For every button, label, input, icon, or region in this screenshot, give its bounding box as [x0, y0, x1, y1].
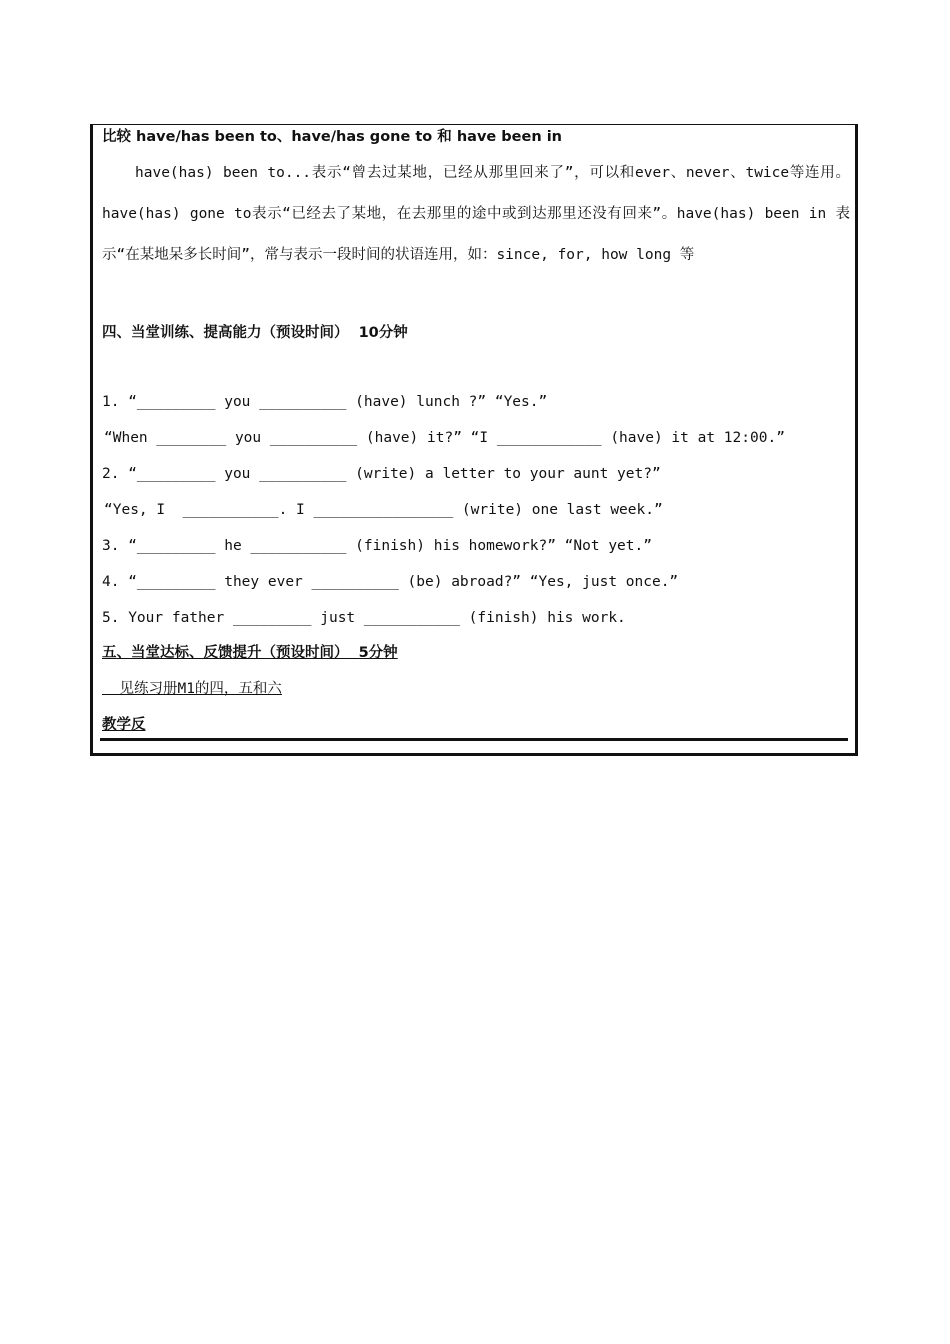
- section5-note: 见练习册M1的四，五和六: [102, 681, 282, 697]
- exercise-line: “Yes, I ___________. I ________________ (write) one last week.”: [104, 502, 663, 518]
- exercise-line: “When ________ you __________ (have) it?” “I ____________ (have) it at 12:00.”: [104, 430, 785, 446]
- compare-heading: 比较 have/has been to、have/has gone to 和 have been in: [102, 129, 562, 145]
- exercise-line: 4. “_________ they ever __________ (be) abroad?” “Yes, just once.”: [102, 574, 679, 590]
- exercise-line: 1. “_________ you __________ (have) lunch ?” “Yes.”: [102, 394, 548, 410]
- explanation-paragraph: have(has) been to...表示“曾去过某地，已经从那里回来了”，可以和ever、never、twice等连用。have(has) gone to表示“已经去了某地，在去那里的途中或到达那里还没有回来”。have(has) been in 表示“在某地呆多长时间”，常与表示一段时间的状语连用，如：since, for, how long 等: [102, 165, 850, 263]
- reflection-heading: 教学反: [102, 717, 146, 733]
- exercise-line: 2. “_________ you __________ (write) a letter to your aunt yet?”: [102, 466, 661, 482]
- exercise-line: 3. “_________ he ___________ (finish) his homework?” “Not yet.”: [102, 538, 652, 554]
- section4-heading: 四、当堂训练、提高能力（预设时间） 10分钟: [102, 325, 408, 341]
- bottom-divider: [100, 738, 848, 741]
- section5-heading: 五、当堂达标、反馈提升（预设时间） 5分钟: [102, 645, 398, 661]
- exercise-line: 5. Your father _________ just ___________ (finish) his work.: [102, 610, 626, 626]
